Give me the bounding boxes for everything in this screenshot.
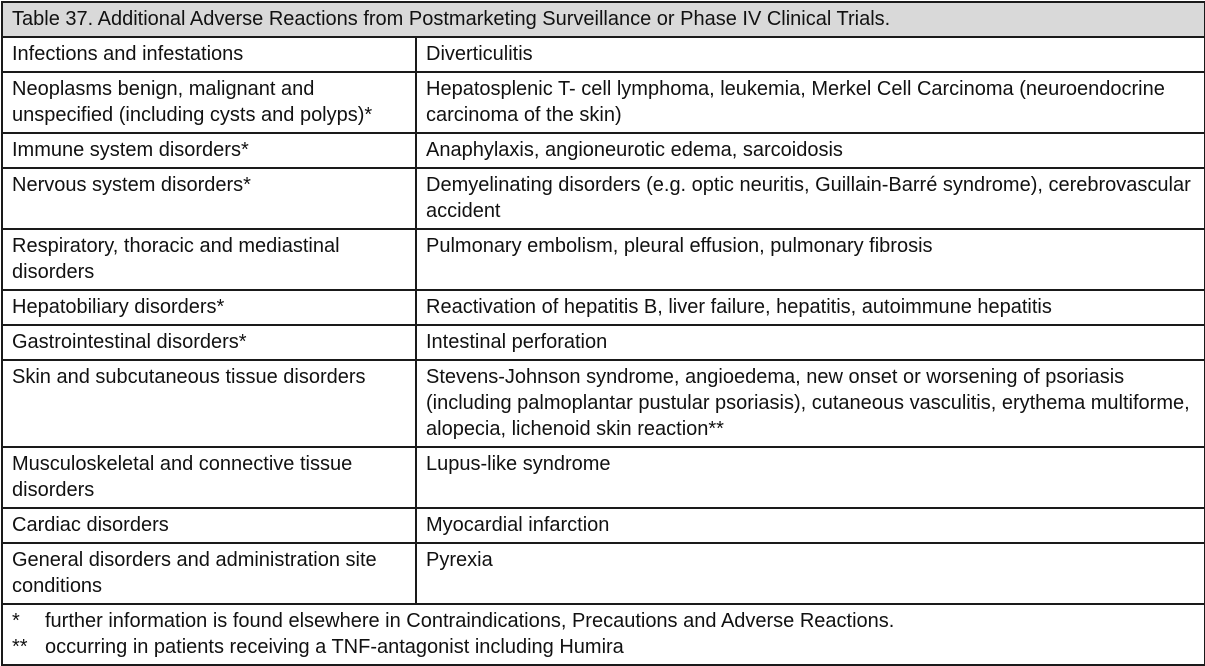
reactions-cell: Pulmonary embolism, pleural effusion, pulmonary fibrosis: [416, 229, 1205, 290]
reactions-cell: Lupus-like syndrome: [416, 447, 1205, 508]
category-cell: Infections and infestations: [2, 37, 416, 72]
footnote-text: occurring in patients receiving a TNF-antagonist including Humira: [45, 636, 624, 658]
table-row: [2, 37, 1205, 72]
table-title: Table 37. Additional Adverse Reactions from Postmarketing Surveillance or Phase IV Clinical Trials.: [2, 2, 1205, 37]
reactions-cell: Anaphylaxis, angioneurotic edema, sarcoidosis: [416, 133, 1205, 168]
category-cell: Musculoskeletal and connective tissue disorders: [2, 447, 416, 508]
footnote-mark: **: [12, 636, 28, 658]
table-row: [2, 168, 1205, 229]
table-row: [2, 133, 1205, 168]
footnote-mark: *: [12, 610, 20, 632]
category-cell: Nervous system disorders*: [2, 168, 416, 229]
table-row: [2, 72, 1205, 133]
reactions-cell: Reactivation of hepatitis B, liver failure, hepatitis, autoimmune hepatitis: [416, 290, 1205, 325]
category-cell: Neoplasms benign, malignant and unspecified (including cysts and polyps)*: [2, 72, 416, 133]
table-row: [2, 543, 1205, 604]
table-row: [2, 447, 1205, 508]
category-cell: Cardiac disorders: [2, 508, 416, 543]
table-row: [2, 360, 1205, 447]
reactions-cell: Demyelinating disorders (e.g. optic neuritis, Guillain-Barré syndrome), cerebrovascular accident: [416, 168, 1205, 229]
reactions-cell: Hepatosplenic T- cell lymphoma, leukemia, Merkel Cell Carcinoma (neuroendocrine carcinoma of the skin): [416, 72, 1205, 133]
category-cell: Hepatobiliary disorders*: [2, 290, 416, 325]
table-row: [2, 229, 1205, 290]
footnotes-row: [2, 604, 1205, 665]
reactions-cell: Stevens-Johnson syndrome, angioedema, new onset or worsening of psoriasis (including palmoplantar pustular psoriasis), cutaneous vasculitis, erythema multiforme, alopecia, lichenoid skin reaction**: [416, 360, 1205, 447]
category-cell: General disorders and administration site conditions: [2, 543, 416, 604]
footnotes-cell: [2, 604, 1205, 665]
category-cell: Gastrointestinal disorders*: [2, 325, 416, 360]
reactions-cell: Intestinal perforation: [416, 325, 1205, 360]
reactions-cell: Myocardial infarction: [416, 508, 1205, 543]
table-row: [2, 325, 1205, 360]
table-title-row: [2, 2, 1205, 37]
footnote: [12, 608, 1196, 634]
table-row: [2, 508, 1205, 543]
reactions-cell: Pyrexia: [416, 543, 1205, 604]
footnote-text: further information is found elsewhere in Contraindications, Precautions and Adverse Reactions.: [45, 610, 895, 632]
category-cell: Respiratory, thoracic and mediastinal disorders: [2, 229, 416, 290]
category-cell: Immune system disorders*: [2, 133, 416, 168]
table-row: [2, 290, 1205, 325]
reactions-cell: Diverticulitis: [416, 37, 1205, 72]
adverse-reactions-table: [1, 1, 1205, 666]
category-cell: Skin and subcutaneous tissue disorders: [2, 360, 416, 447]
footnote: [12, 634, 1196, 660]
